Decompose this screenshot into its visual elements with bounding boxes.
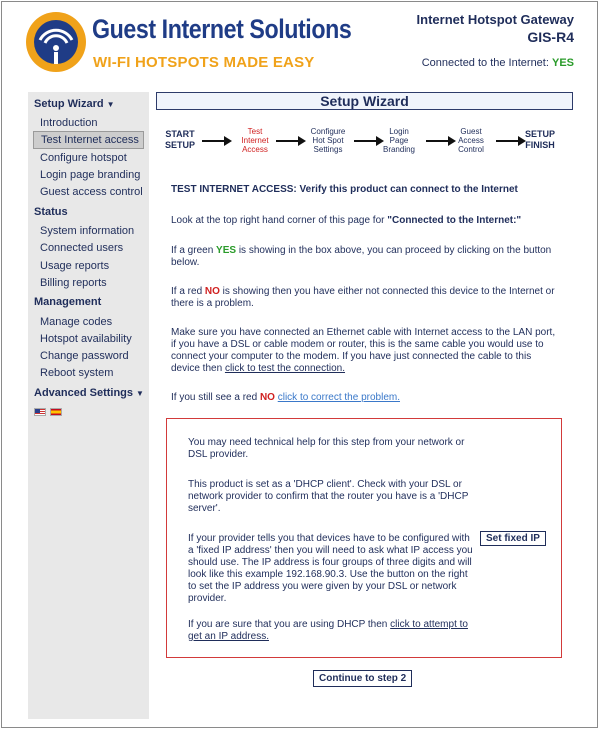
section-label: Advanced Settings bbox=[34, 387, 134, 399]
test-internet-heading: TEST INTERNET ACCESS: Verify this product can connect to the Internet bbox=[171, 184, 518, 195]
yes-text: YES bbox=[216, 245, 237, 256]
chevron-down-icon: ▼ bbox=[136, 389, 144, 398]
sidebar-item-guest-access-control[interactable]: Guest access control bbox=[40, 186, 143, 198]
sidebar-item-login-page-branding[interactable]: Login page branding bbox=[40, 169, 141, 181]
connection-label: Connected to the Internet: bbox=[421, 57, 549, 69]
sidebar-item-configure-hotspot[interactable]: Configure hotspot bbox=[40, 152, 127, 164]
sidebar-item-hotspot-availability[interactable]: Hotspot availability bbox=[40, 333, 132, 345]
help-text-2: This product is set as a 'DHCP client'. Check with your DSL or network provider to confirm that the router you have is a 'DHCP server'. bbox=[188, 479, 469, 514]
continue-to-step-2-button[interactable]: Continue to step 2 bbox=[313, 670, 412, 687]
step-finish: SETUP FINISH bbox=[524, 129, 555, 150]
sidebar-item-reboot-system[interactable]: Reboot system bbox=[40, 367, 114, 379]
text: Make sure you have connected an Ethernet cable with Internet access to the LAN port, if you have a DSL or cable modem or router, this is the same cable you would use to connect your computer to the modem. If you have just connected the cable to this device then bbox=[171, 327, 556, 374]
still-red-paragraph bbox=[171, 392, 561, 404]
text: If a green bbox=[171, 245, 217, 256]
sidebar bbox=[28, 92, 149, 719]
step-login-page-branding: Login Page Branding bbox=[382, 127, 416, 154]
brand-title: Guest Internet Solutions bbox=[92, 14, 352, 44]
product-name: Internet Hotspot Gateway bbox=[416, 12, 574, 27]
wizard-steps bbox=[162, 124, 582, 160]
text: If you are sure that you are using DHCP then bbox=[188, 619, 391, 630]
test-connection-link[interactable]: click to test the connection. bbox=[224, 363, 346, 374]
brand-tagline: WI-FI HOTSPOTS MADE EASY bbox=[93, 54, 315, 71]
sidebar-item-billing-reports[interactable]: Billing reports bbox=[40, 277, 107, 289]
sidebar-item-usage-reports[interactable]: Usage reports bbox=[40, 260, 110, 272]
red-no-paragraph bbox=[171, 286, 561, 310]
set-fixed-ip-button[interactable]: Set fixed IP bbox=[480, 531, 546, 546]
instruction-paragraph bbox=[171, 215, 561, 227]
correct-problem-link[interactable]: click to correct the problem. bbox=[277, 392, 400, 403]
help-text-3: If your provider tells you that devices have to be configured with a 'fixed IP address' then you will need to ask what IP access you should use. The IP address is four groups of three digits and will look like this example 192.168.90.3. Use the button on the right to set the IP address you were given by your DSL or network provider. bbox=[188, 533, 473, 604]
arrow-right-icon bbox=[276, 136, 306, 146]
step-test-internet-access: Test Internet Access bbox=[241, 127, 269, 154]
sidebar-item-system-information[interactable]: System information bbox=[40, 225, 135, 237]
sidebar-item-connected-users[interactable]: Connected users bbox=[40, 242, 124, 254]
sidebar-item-test-internet-access[interactable]: Test Internet access bbox=[33, 131, 144, 149]
connection-status bbox=[422, 57, 574, 69]
arrow-right-icon bbox=[202, 136, 232, 146]
green-yes-paragraph bbox=[171, 245, 561, 269]
sidebar-item-manage-codes[interactable]: Manage codes bbox=[40, 316, 113, 328]
sidebar-item-introduction[interactable]: Introduction bbox=[40, 117, 98, 129]
spain-flag-icon[interactable] bbox=[50, 408, 62, 416]
help-text-4 bbox=[188, 619, 473, 643]
no-text: NO bbox=[204, 286, 220, 297]
step-guest-access-control: Guest Access Control bbox=[458, 127, 484, 154]
chevron-down-icon: ▼ bbox=[106, 100, 115, 109]
section-label: Setup Wizard bbox=[34, 98, 104, 110]
product-model: GIS-R4 bbox=[527, 29, 574, 45]
us-flag-icon[interactable] bbox=[34, 408, 46, 416]
sidebar-section-management: Management bbox=[34, 296, 102, 308]
guest-internet-logo bbox=[24, 10, 88, 74]
no-text: NO bbox=[259, 392, 275, 403]
text: If a red bbox=[171, 286, 205, 297]
connection-yes: YES bbox=[551, 57, 574, 69]
sidebar-section-status: Status bbox=[34, 206, 68, 218]
connected-label-text: "Connected to the Internet:" bbox=[387, 215, 522, 226]
sidebar-section-setup-wizard[interactable] bbox=[34, 98, 115, 110]
help-text-1: You may need technical help for this step from your network or DSL provider. bbox=[188, 437, 465, 460]
ethernet-paragraph bbox=[171, 327, 561, 375]
get-ip-address-link[interactable]: click to attempt to get an IP address. bbox=[188, 619, 468, 642]
step-configure-hotspot: Configure Hot Spot Settings bbox=[310, 127, 346, 154]
step-start: START SETUP bbox=[164, 129, 195, 150]
text: is showing in the box above, you can proceed by clicking on the button below. bbox=[171, 245, 552, 268]
text: If you still see a red bbox=[171, 392, 260, 403]
text: Look at the top right hand corner of this page for bbox=[171, 215, 388, 226]
text: is showing then you have either not connected this device to the Internet or there is a problem. bbox=[171, 286, 555, 309]
wizard-title: Setup Wizard bbox=[156, 92, 573, 110]
technical-help-box bbox=[166, 418, 562, 658]
sidebar-item-change-password[interactable]: Change password bbox=[40, 350, 129, 362]
sidebar-section-advanced-settings[interactable] bbox=[34, 387, 144, 399]
